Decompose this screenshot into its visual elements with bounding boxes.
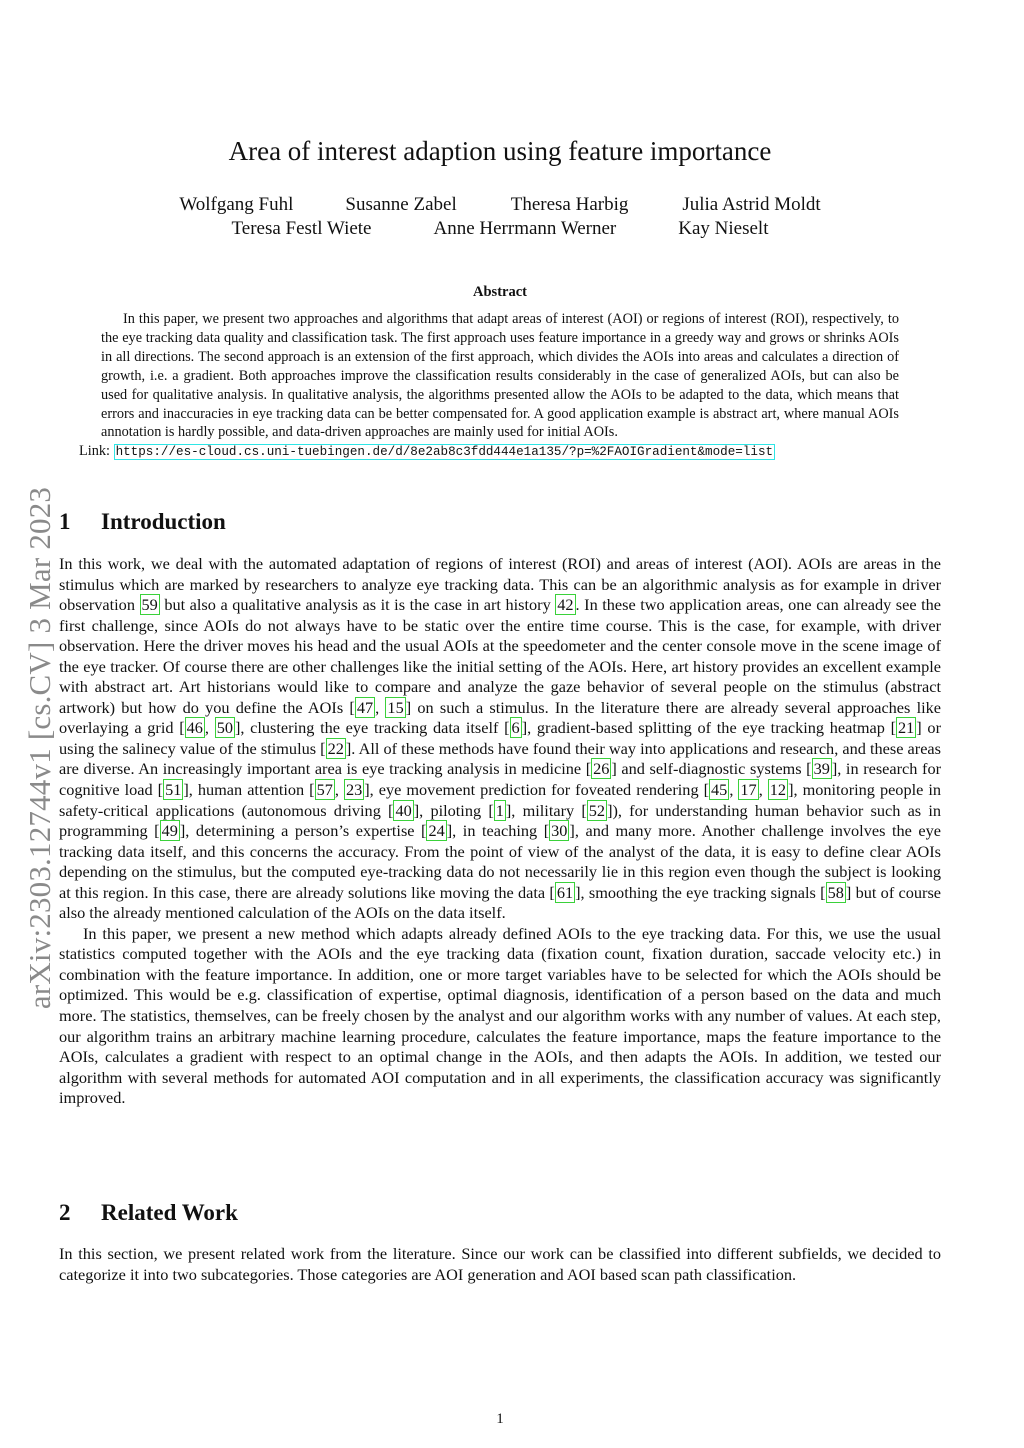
section-heading-introduction xyxy=(59,509,226,535)
text-run: ], military [ xyxy=(505,800,587,820)
author: Anne Herrmann Werner xyxy=(433,218,617,239)
text-run: , xyxy=(204,718,215,738)
citation-link[interactable]: 59 xyxy=(141,595,158,615)
text-run: In this section, we present related work from the literature. Since our work can be classified into different subfields, we decided to categorize it into two subcategories. Those categories are AOI generation and AOI based scan path classification. xyxy=(59,1244,941,1284)
abstract-text: In this paper, we present two approaches and algorithms that adapt areas of interest (AOI) or regions of interest (ROI), respectively, to the eye tracking data quality and classification task. The first approach uses feature importance in a greedy way and grows or shrinks AOIs in all directions. The second approach is an extension of the first approach, which divides the AOIs into areas and calculates a direction of growth, i.e. a gradient. Both approaches improve the classification results considerably in the case of generalized AOIs, but can also be used for qualitative analysis. In qualitative analysis, the algorithms presented allow the AOIs to be adapted to the data, which means that errors and inaccuracies in eye tracking data can be better compensated for. A good application example is abstract art, where manual AOIs annotation is hardly possible, and data-driven approaches are mainly used for initial AOIs. xyxy=(101,311,899,441)
text-run: ], clustering the eye tracking data itself [ xyxy=(234,718,510,738)
text-run: ]. All of these methods have found their way into applications and research, and these areas are diverse. An increasingly important area is eye tracking analysis in medicine [ xyxy=(59,738,941,779)
citation-link[interactable]: 47 xyxy=(356,697,374,717)
text-run: , xyxy=(375,697,386,717)
citation-link[interactable]: 22 xyxy=(327,738,344,758)
citation-link[interactable]: 24 xyxy=(428,821,445,841)
text-run: ], piloting [ xyxy=(413,800,494,820)
arxiv-watermark: arXiv:2303.12744v1 [cs.CV] 3 Mar 2023 xyxy=(22,486,57,1010)
citation-link[interactable]: 49 xyxy=(161,821,178,841)
paragraph xyxy=(59,1244,941,1285)
paper-title: Area of interest adaption using feature importance xyxy=(228,136,772,166)
citation-link[interactable]: 46 xyxy=(186,718,203,738)
authors-row-2 xyxy=(0,218,1000,240)
citation-link[interactable]: 1 xyxy=(495,800,504,820)
text-run: ], in teaching [ xyxy=(446,821,550,841)
text-run: In this paper, we present a new method which adapts already defined AOIs to the eye tracking data. For this, we use the usual statistics computed together with the AOIs and the eye tracking data (fixation count, fixation duration, saccade velocity etc.) in combination with the feature importance. In addition, one or more target variables have to be selected for which the AOIs should be optimized. This would be e.g. classification of expertise, optimal diagnosis, identification of a person based on the data and much more. The statistics, themselves, can be freely chosen by the analyst and our algorithm works with any number of values. At each step, our algorithm trains an arbitrary machine learning procedure, calculates the feature importance, maps the feature importance to the AOIs, calculates a gradient with respect to an optimal change in the AOIs, and then adapts the AOIs. In addition, we tested our algorithm with several methods for automated AOI computation and in all experiments, the classification accuracy was significantly improved. xyxy=(59,923,941,1108)
citation-link[interactable]: 51 xyxy=(165,780,182,800)
citation-link[interactable]: 58 xyxy=(827,882,844,902)
citation-link[interactable]: 40 xyxy=(395,800,412,820)
citation-link[interactable]: 23 xyxy=(345,780,363,800)
abstract xyxy=(79,310,899,462)
author: Susanne Zabel xyxy=(345,194,457,215)
citation-link[interactable]: 42 xyxy=(557,595,574,615)
text-run: , xyxy=(334,780,344,800)
text-run: . In these two application areas, one can already see the first challenge, since AOIs do not always have to be static over the entire time course. This is the case, for example, with driver observation. Here the driver moves his head and the usual AOIs at the speedometer and the center console move in the scene image of the eye tracker. Of course there are other challenges like the initial setting of the AOIs. Here, art history provides an excellent example with abstract art. Art historians would like to compare and analyze the gaze behavior of several people on the stimulus (abstract artwork) but how do you define the AOIs [ xyxy=(59,595,942,717)
section-number: 1 xyxy=(59,509,71,534)
link-label: Link: xyxy=(79,443,110,460)
text-run: , xyxy=(729,780,739,800)
related-work-body xyxy=(59,1244,941,1285)
text-run: ], monitoring people in safety-critical applications (autonomous driving [ xyxy=(59,780,942,820)
citation-link[interactable]: 21 xyxy=(898,718,915,738)
author: Theresa Harbig xyxy=(510,194,629,215)
author: Teresa Festl Wiete xyxy=(231,218,372,239)
section-title: Introduction xyxy=(101,509,226,534)
text-run: ] but of course also the already mentioned calculation of the AOIs on the data itself. xyxy=(59,882,942,923)
text-run: ], eye movement prediction for foveated rendering [ xyxy=(364,780,710,800)
text-run: ]), for understanding human behavior such as in programming [ xyxy=(59,800,942,841)
text-run: ] on such a stimulus. In the literature there are already several approaches like overlaying a grid [ xyxy=(59,697,942,738)
author: Kay Nieselt xyxy=(678,218,769,239)
citation-link[interactable]: 57 xyxy=(316,780,333,800)
text-run: ] or using the salinecy value of the stimulus [ xyxy=(59,718,941,758)
text-run: ], determining a person’s expertise [ xyxy=(179,821,427,841)
citation-link[interactable]: 17 xyxy=(740,780,757,800)
text-run: ], gradient-based splitting of the eye tracking heatmap [ xyxy=(521,718,897,738)
section-heading-related-work xyxy=(59,1200,238,1226)
citation-link[interactable]: 61 xyxy=(556,882,574,902)
page-number: 1 xyxy=(496,1411,504,1427)
text-run: ] and self-diagnostic systems [ xyxy=(611,759,812,779)
code-link[interactable]: https://es-cloud.cs.uni-tuebingen.de/d/8e2ab8c3fdd444e1a135/?p=%2FAOIGradient&mode=list xyxy=(115,445,774,460)
abstract-heading: Abstract xyxy=(473,284,527,300)
citation-link[interactable]: 6 xyxy=(511,718,520,738)
citation-link[interactable]: 26 xyxy=(593,759,610,779)
authors-row-1 xyxy=(0,194,1000,216)
text-run: , xyxy=(758,780,768,800)
citation-link[interactable]: 45 xyxy=(711,780,728,800)
citation-link[interactable]: 50 xyxy=(216,718,233,738)
citation-link[interactable]: 39 xyxy=(813,759,830,779)
citation-link[interactable]: 12 xyxy=(769,780,787,800)
text-run: ], and many more. Another challenge involves the eye tracking data itself, and this concerns the accuracy. From the point of view of the analyst of the data, it is easy to define clear AOIs depending on the stimulus, but the computed eye-tracking data do not necessarily lie in this region even though the subject is looking at this region. In this case, there are already solutions like moving the data [ xyxy=(59,821,941,902)
section-title: Related Work xyxy=(101,1200,238,1225)
section-number: 2 xyxy=(59,1200,71,1225)
text-run: In this work, we deal with the automated adaptation of regions of interest (ROI) and areas of interest (AOI). AOIs are areas in the stimulus which are marked by researchers to analyze eye tracking data. This can be an algorithmic analysis as for example in driver observation xyxy=(59,554,941,615)
citation-link[interactable]: 15 xyxy=(387,697,404,717)
citation-link[interactable]: 30 xyxy=(551,821,568,841)
paragraph xyxy=(59,554,941,924)
text-run: ], smoothing the eye tracking signals [ xyxy=(575,882,826,902)
citation-link[interactable]: 52 xyxy=(588,800,606,820)
text-run: ], human attention [ xyxy=(183,780,315,800)
author: Julia Astrid Moldt xyxy=(682,194,821,215)
introduction-body xyxy=(59,554,941,1109)
text-run: ], in research for cognitive load [ xyxy=(59,759,942,800)
text-run: but also a qualitative analysis as it is the case in art history xyxy=(159,595,556,615)
author: Wolfgang Fuhl xyxy=(179,194,294,215)
paragraph xyxy=(59,924,941,1109)
